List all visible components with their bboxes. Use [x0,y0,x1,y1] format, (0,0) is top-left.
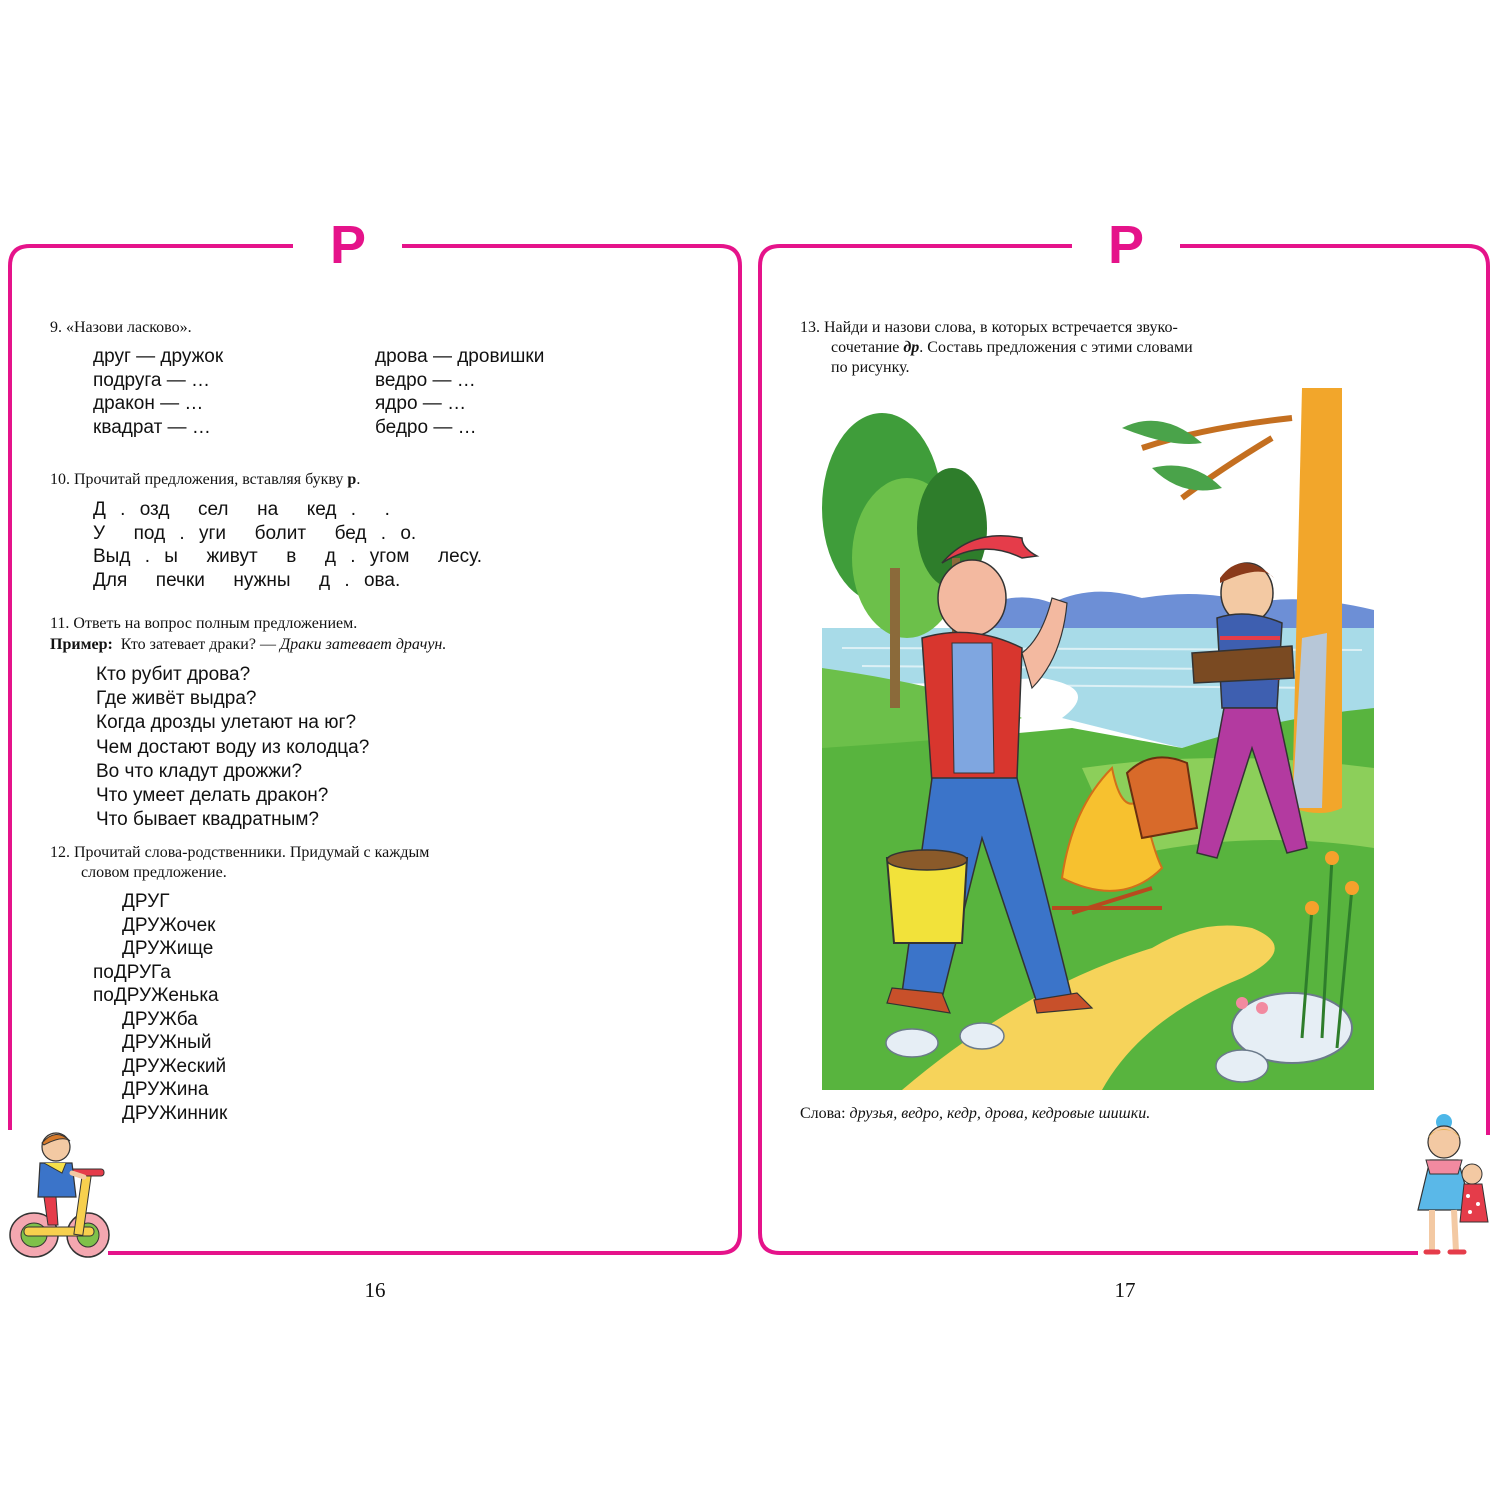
task9-item: ведро — … [375,369,476,391]
task13-line2-em: др [903,339,920,356]
task12-title-line2: словом предложение. [81,864,227,881]
question: Где живёт выдра? [96,688,257,710]
task13-line2-start: сочетание [831,339,904,356]
task11-title: 11. Ответь на вопрос полным предложением. [50,615,358,632]
task10-title [50,470,360,490]
left-page-number: 16 [364,1278,386,1302]
task10-line: Для печки нужны д . ова. [93,569,401,591]
question: Когда дрозды улетают на юг? [96,712,357,734]
right-page-letter: Р [1107,215,1145,275]
task9-item: бедро — … [375,416,477,438]
task13-line1: 13. Найди и назови слова, в которых встречается звуко- [800,319,1178,336]
task9-item: дрова — дровишки [375,346,545,367]
left-page-letter: Р [329,215,367,275]
words-line [800,1104,1150,1124]
task10-title-end: . [356,471,361,488]
task9-col2 [375,345,544,439]
related-word: ДРУЖище [122,938,214,959]
task10-line: Д . озд сел на кед . . [93,499,390,520]
related-word: поДРУЖенька [93,985,219,1006]
related-word: ДРУЖный [122,1032,212,1053]
related-word: ДРУЖочек [122,914,216,936]
task10-lines [93,498,482,592]
task13-line2 [800,338,1340,358]
related-word: ДРУЖинник [122,1102,228,1124]
related-word: ДРУЖеский [122,1055,227,1077]
task9-title: 9. «Назови ласково». [50,319,192,336]
words-list: друзья, ведро, кедр, дрова, кедровые шишки. [849,1105,1151,1122]
example-label: Пример: [50,636,113,653]
task10-line: У под . уги болит бед . о. [93,522,417,544]
question: Что бывает квадратным? [96,809,319,831]
example-answer: Драки затевает драчун. [279,636,447,653]
task9-item: дракон — … [93,393,204,414]
right-page-number: 17 [1114,1278,1136,1302]
task11-questions [96,663,369,832]
task9-item: подруга — … [93,369,211,391]
task9-item: квадрат — … [93,416,211,438]
girl-with-doll-illustration [1410,1112,1496,1262]
question: Во что кладут дрожжи? [96,760,303,782]
task10-line: Выд . ы живут в д . угом лесу. [93,546,483,567]
task13-text [800,318,1340,378]
question: Что умеет делать дракон? [96,785,329,807]
task10-title-letter: р [347,471,357,488]
task12-title-line1: 12. Прочитай слова-родственники. Придумай с каждым [50,844,430,861]
words-label: Слова: [800,1105,846,1122]
task9-item: друг — дружок [93,346,224,367]
related-word: поДРУГа [93,961,171,983]
task10-title-text: 10. Прочитай предложения, вставляя букву [50,471,348,488]
task9-item: ядро — … [375,393,467,414]
task13-line3: по рисунку. [831,359,910,376]
example-question: Кто затевает драки? — [120,636,276,653]
boy-on-scooter-illustration [4,1125,116,1263]
related-word: ДРУЖина [122,1079,209,1100]
task12-words [93,890,227,1125]
forest-scene-illustration [822,388,1374,1090]
task11-example [50,635,446,655]
related-word: ДРУЖба [122,1008,198,1030]
question: Кто рубит дрова? [96,664,251,685]
task9-col1 [93,345,223,439]
task12-title [50,843,429,883]
task13-line2-end: . Составь предложения с этими словами [919,339,1193,356]
question: Чем достают воду из колодца? [96,736,370,758]
related-word: ДРУГ [122,891,170,912]
